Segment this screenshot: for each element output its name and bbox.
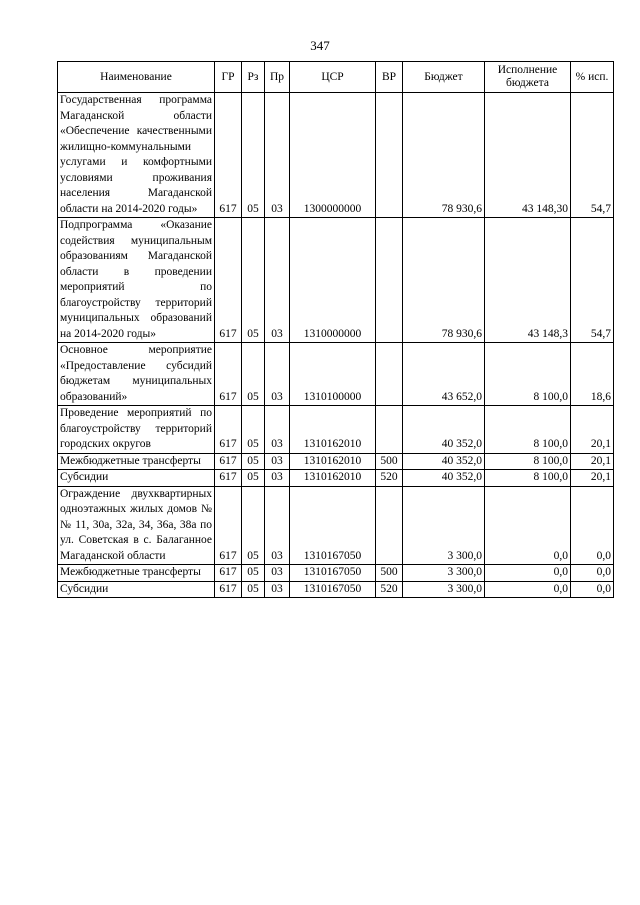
- cell-execution: 0,0: [485, 486, 571, 565]
- cell-vr: [376, 218, 403, 343]
- cell-budget: 3 300,0: [403, 581, 485, 598]
- table-body: [58, 93, 614, 598]
- cell-name: Межбюджетные трансферты: [58, 565, 215, 582]
- cell-vr: 500: [376, 453, 403, 470]
- cell-budget: 78 930,6: [403, 218, 485, 343]
- cell-pct: 54,7: [571, 93, 614, 218]
- cell-pct: 20,1: [571, 406, 614, 454]
- cell-rz: 05: [242, 343, 265, 406]
- cell-name: Проведение мероприятий по благоустройству территорий городских округов: [58, 406, 215, 454]
- budget-table: [57, 61, 614, 598]
- cell-rz: 05: [242, 470, 265, 487]
- cell-rz: 05: [242, 486, 265, 565]
- cell-gr: 617: [215, 343, 242, 406]
- cell-budget: 40 352,0: [403, 406, 485, 454]
- cell-gr: 617: [215, 453, 242, 470]
- cell-name: Основное мероприятие «Предоставление субсидий бюджетам муниципальных образований»: [58, 343, 215, 406]
- cell-pct: 0,0: [571, 581, 614, 598]
- cell-gr: 617: [215, 93, 242, 218]
- table-row: [58, 486, 614, 565]
- cell-name: Государственная программа Магаданской области «Обеспечение качественными жилищно-коммунальными услугами и комфортными условиями проживания населения Магаданской области на 2014-2020 годы»: [58, 93, 215, 218]
- cell-vr: 520: [376, 581, 403, 598]
- cell-pct: 54,7: [571, 218, 614, 343]
- page-number: 347: [310, 38, 330, 53]
- cell-pr: 03: [265, 581, 290, 598]
- cell-rz: 05: [242, 218, 265, 343]
- cell-budget: 40 352,0: [403, 470, 485, 487]
- table-row: [58, 93, 614, 218]
- cell-rz: 05: [242, 93, 265, 218]
- header-budget: Бюджет: [403, 62, 485, 93]
- cell-csr: 1300000000: [290, 93, 376, 218]
- cell-pr: 03: [265, 470, 290, 487]
- header-execution: Исполнение бюджета: [485, 62, 571, 93]
- cell-gr: 617: [215, 486, 242, 565]
- header-csr: ЦСР: [290, 62, 376, 93]
- cell-pct: 0,0: [571, 565, 614, 582]
- header-name: Наименование: [58, 62, 215, 93]
- cell-budget: 78 930,6: [403, 93, 485, 218]
- cell-budget: 3 300,0: [403, 565, 485, 582]
- header-pr: Пр: [265, 62, 290, 93]
- cell-vr: 500: [376, 565, 403, 582]
- cell-csr: 1310167050: [290, 581, 376, 598]
- cell-pct: 18,6: [571, 343, 614, 406]
- cell-rz: 05: [242, 581, 265, 598]
- table-row: [58, 565, 614, 582]
- cell-pr: 03: [265, 453, 290, 470]
- cell-budget: 43 652,0: [403, 343, 485, 406]
- cell-execution: 0,0: [485, 581, 571, 598]
- cell-vr: [376, 93, 403, 218]
- header-vr: ВР: [376, 62, 403, 93]
- cell-pct: 0,0: [571, 486, 614, 565]
- cell-vr: [376, 486, 403, 565]
- cell-execution: 0,0: [485, 565, 571, 582]
- cell-pr: 03: [265, 218, 290, 343]
- cell-vr: [376, 406, 403, 454]
- cell-csr: 1310162010: [290, 453, 376, 470]
- cell-pr: 03: [265, 486, 290, 565]
- cell-csr: 1310100000: [290, 343, 376, 406]
- header-pct: % исп.: [571, 62, 614, 93]
- cell-name: Межбюджетные трансферты: [58, 453, 215, 470]
- cell-execution: 8 100,0: [485, 470, 571, 487]
- cell-name: Подпрограмма «Оказание содействия муниципальным образованиям Магаданской области в проведении мероприятий по благоустройству территорий муниципальных образований на 2014-2020 годы»: [58, 218, 215, 343]
- cell-execution: 8 100,0: [485, 343, 571, 406]
- table-row: [58, 581, 614, 598]
- cell-pr: 03: [265, 93, 290, 218]
- table-row: [58, 406, 614, 454]
- cell-csr: 1310162010: [290, 470, 376, 487]
- header-rz: Рз: [242, 62, 265, 93]
- cell-gr: 617: [215, 406, 242, 454]
- cell-csr: 1310000000: [290, 218, 376, 343]
- cell-vr: [376, 343, 403, 406]
- cell-pr: 03: [265, 406, 290, 454]
- cell-vr: 520: [376, 470, 403, 487]
- cell-execution: 8 100,0: [485, 406, 571, 454]
- cell-gr: 617: [215, 565, 242, 582]
- table-row: [58, 343, 614, 406]
- cell-execution: 43 148,3: [485, 218, 571, 343]
- cell-name: Субсидии: [58, 470, 215, 487]
- cell-pct: 20,1: [571, 470, 614, 487]
- cell-name: Ограждение двухквартирных одноэтажных жилых домов №№ 11, 30а, 32а, 34, 36а, 38а по ул. Советская в с. Балаганное Магаданской области: [58, 486, 215, 565]
- cell-execution: 43 148,30: [485, 93, 571, 218]
- table-header-row: [58, 62, 614, 93]
- cell-csr: 1310167050: [290, 486, 376, 565]
- cell-rz: 05: [242, 565, 265, 582]
- cell-csr: 1310167050: [290, 565, 376, 582]
- table-row: [58, 218, 614, 343]
- header-gr: ГР: [215, 62, 242, 93]
- table-row: [58, 453, 614, 470]
- cell-name: Субсидии: [58, 581, 215, 598]
- cell-csr: 1310162010: [290, 406, 376, 454]
- cell-rz: 05: [242, 406, 265, 454]
- cell-pr: 03: [265, 565, 290, 582]
- cell-execution: 8 100,0: [485, 453, 571, 470]
- cell-budget: 40 352,0: [403, 453, 485, 470]
- cell-gr: 617: [215, 581, 242, 598]
- cell-budget: 3 300,0: [403, 486, 485, 565]
- cell-rz: 05: [242, 453, 265, 470]
- cell-gr: 617: [215, 470, 242, 487]
- table-row: [58, 470, 614, 487]
- cell-pct: 20,1: [571, 453, 614, 470]
- cell-gr: 617: [215, 218, 242, 343]
- cell-pr: 03: [265, 343, 290, 406]
